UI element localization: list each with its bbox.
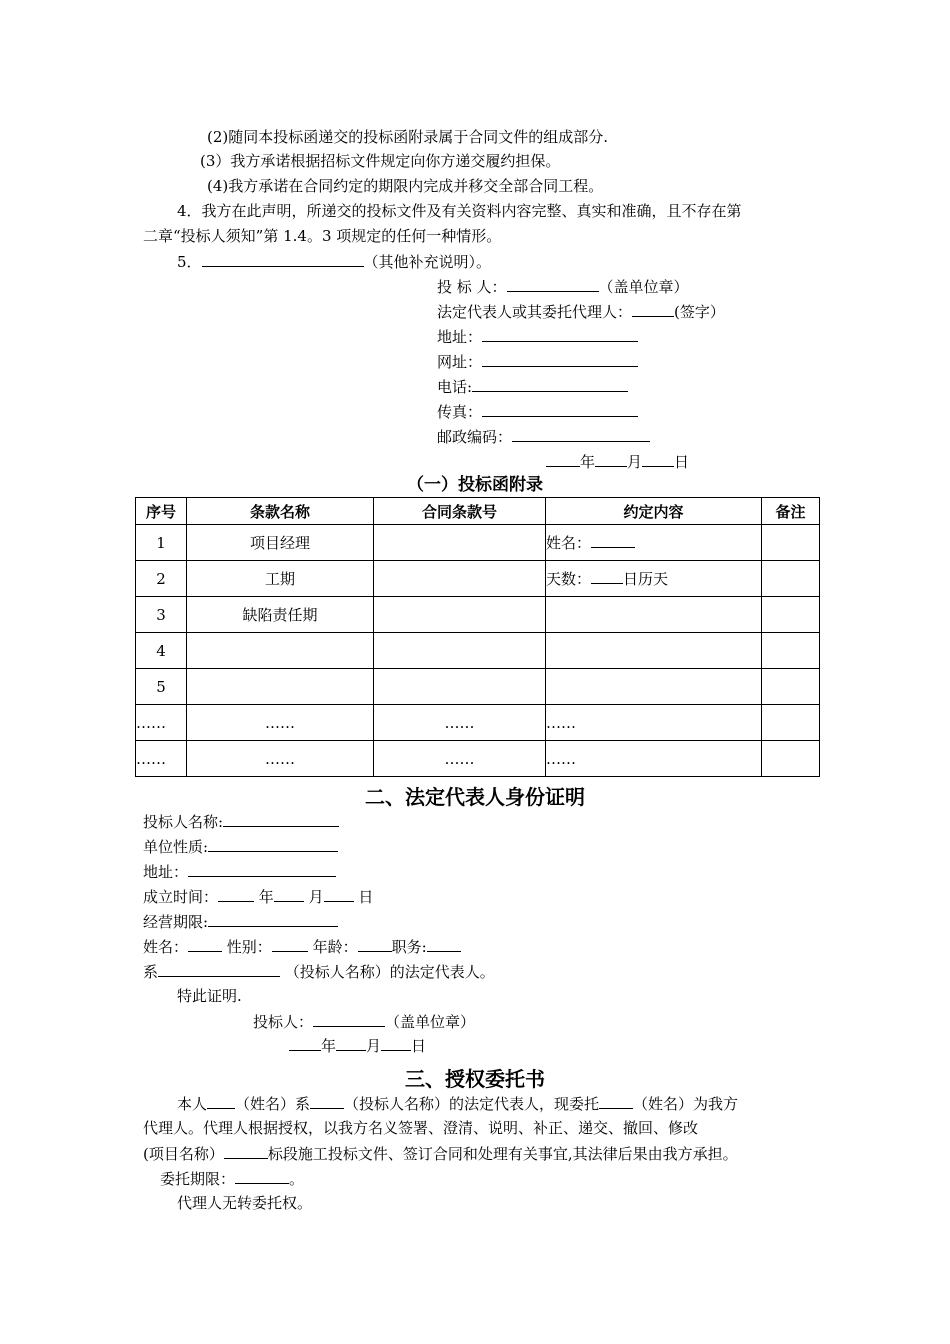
table-row: [136, 525, 820, 561]
auth-term-blank[interactable]: [235, 1168, 289, 1184]
cell-name: 缺陷责任期: [187, 597, 374, 633]
lr-date-day: 日: [411, 1037, 427, 1055]
auth-bidder-name-blank[interactable]: [310, 1093, 344, 1109]
auth-p1-c: （投标人名称）的法定代表人，现委托: [344, 1095, 600, 1113]
lr-age-label: 年龄：: [312, 938, 358, 956]
letter-item-3: (3）我方承诺根据招标文件规定向你方递交履约担保。: [200, 152, 561, 170]
cell-clause[interactable]: [374, 525, 546, 561]
table-row: [136, 597, 820, 633]
auth-section-blank[interactable]: [224, 1143, 268, 1159]
lr-founded-year-blank[interactable]: [218, 886, 254, 902]
cell-clause[interactable]: [374, 633, 546, 669]
header-content: 约定内容: [546, 498, 762, 525]
auth-p1-line3-a: (项目名称）: [143, 1145, 224, 1163]
auth-p1-line3: [143, 1143, 738, 1164]
cell-note[interactable]: [762, 741, 820, 777]
point5-blank[interactable]: [202, 251, 364, 267]
cell-no: 1: [136, 525, 187, 561]
cell-clause: ……: [374, 705, 546, 741]
sig-phone-blank[interactable]: [472, 376, 628, 392]
cell-note[interactable]: [762, 669, 820, 705]
table-row: [136, 561, 820, 597]
lr-unit-nature: [143, 836, 338, 857]
header-note: 备注: [762, 498, 820, 525]
legal-rep-title: 二、法定代表人身份证明: [365, 785, 585, 809]
lr-founded-month-blank[interactable]: [274, 886, 304, 902]
letter-item-4: (4)我方承诺在合同约定的期限内完成并移交全部合同工程。: [207, 177, 604, 195]
auth-term-suffix: 。: [289, 1170, 305, 1188]
sig-website: [437, 351, 638, 372]
lr-gender-blank[interactable]: [272, 936, 308, 952]
cell-note[interactable]: [762, 525, 820, 561]
cell-clause[interactable]: [374, 597, 546, 633]
auth-term-label: 委托期限：: [160, 1170, 236, 1188]
lr-date-year-blank[interactable]: [289, 1035, 321, 1051]
lr-age-blank[interactable]: [358, 936, 392, 952]
lr-is-suffix: （投标人名称）的法定代表人。: [284, 963, 495, 981]
lr-is-prefix: 系: [143, 963, 159, 981]
lr-bidder-name: [143, 811, 339, 832]
lr-founded-day-blank[interactable]: [324, 886, 354, 902]
sig-website-blank[interactable]: [482, 351, 638, 367]
sig-fax: [437, 401, 638, 422]
cell-content[interactable]: [546, 633, 762, 669]
auth-no-sub: 代理人无转委托权。: [177, 1194, 313, 1212]
header-clause-no: 合同条款号: [374, 498, 546, 525]
cell-no: 3: [136, 597, 187, 633]
cell-no: 2: [136, 561, 187, 597]
sig-phone-label: 电话:: [437, 378, 473, 396]
lr-bidder-label: 投标人：: [253, 1013, 314, 1031]
cell-note[interactable]: [762, 597, 820, 633]
table-row: [136, 741, 820, 777]
appendix-title: （一）投标函附录: [407, 475, 543, 495]
content-prefix: 天数：: [546, 570, 592, 588]
lr-term-blank[interactable]: [208, 911, 338, 927]
cell-name: 项目经理: [187, 525, 374, 561]
cell-note[interactable]: [762, 633, 820, 669]
lr-unit-nature-label: 单位性质:: [143, 838, 209, 856]
sig-date-year: 年: [580, 453, 596, 471]
sig-date-month: 月: [627, 453, 643, 471]
lr-address: [143, 861, 336, 882]
cell-clause[interactable]: [374, 669, 546, 705]
sig-date-day: 日: [674, 453, 690, 471]
cell-name: ……: [187, 741, 374, 777]
content-prefix: 姓名：: [546, 534, 592, 552]
lr-name-label: 姓名：: [143, 938, 189, 956]
cell-content[interactable]: [546, 669, 762, 705]
sig-date-month-blank[interactable]: [595, 451, 627, 467]
lr-bidder-stamp: （盖单位章）: [385, 1013, 476, 1031]
lr-name-blank[interactable]: [188, 936, 222, 952]
auth-p1-d: （姓名）为我方: [633, 1095, 739, 1113]
cell-content: ……: [546, 741, 762, 777]
lr-term: [143, 911, 338, 932]
authorization-title: 三、授权委托书: [405, 1067, 545, 1091]
cell-clause: ……: [374, 741, 546, 777]
header-clause-name: 条款名称: [187, 498, 374, 525]
sig-rep: [437, 301, 725, 322]
lr-founded-label: 成立时间：: [143, 888, 219, 906]
letter-point-4-line2: 二章“投标人须知”第 1.4。3 项规定的任何一种情形。: [143, 227, 502, 245]
sig-bidder-suffix: （盖单位章）: [598, 278, 689, 296]
sig-rep-blank[interactable]: [632, 301, 674, 317]
lr-bidder: [253, 1011, 475, 1032]
sig-postcode-label: 邮政编码：: [437, 428, 513, 446]
cell-name[interactable]: [187, 669, 374, 705]
lr-date-month: 月: [366, 1037, 382, 1055]
table-row: [136, 633, 820, 669]
sig-bidder-blank[interactable]: [507, 276, 599, 292]
cell-name: ……: [187, 705, 374, 741]
lr-date: [289, 1035, 426, 1056]
cell-no: 4: [136, 633, 187, 669]
lr-address-blank[interactable]: [188, 861, 336, 877]
lr-founded-month: 月: [308, 888, 324, 906]
appendix-table: [135, 497, 820, 777]
lr-unit-nature-blank[interactable]: [208, 836, 338, 852]
lr-address-label: 地址：: [143, 863, 189, 881]
sig-bidder: [437, 276, 689, 297]
lr-founded-day: 日: [358, 888, 374, 906]
cell-no: ……: [136, 741, 187, 777]
point5-prefix: 5．: [177, 253, 202, 271]
lr-date-month-blank[interactable]: [336, 1035, 366, 1051]
lr-founded: [143, 886, 373, 907]
sig-rep-suffix: (签字）: [674, 303, 725, 321]
header-no: 序号: [136, 498, 187, 525]
auth-term: [160, 1168, 304, 1189]
sig-address: [437, 326, 638, 347]
cell-note[interactable]: [762, 705, 820, 741]
sig-date-year-blank[interactable]: [546, 451, 580, 467]
cell-name[interactable]: [187, 633, 374, 669]
sig-bidder-label: 投 标 人：: [437, 278, 507, 296]
cell-content[interactable]: [546, 561, 762, 597]
auth-p1-b: （姓名）系: [235, 1095, 311, 1113]
lr-position-label: 职务:: [391, 938, 427, 956]
lr-is-blank[interactable]: [158, 961, 280, 977]
sig-website-label: 网址：: [437, 353, 483, 371]
cell-no: ……: [136, 705, 187, 741]
sig-postcode-blank[interactable]: [512, 426, 650, 442]
lr-date-year: 年: [321, 1037, 337, 1055]
content-name-blank[interactable]: [591, 532, 635, 548]
lr-founded-year: 年: [258, 888, 274, 906]
letter-point-4-line1: 4．我方在此声明，所递交的投标文件及有关资料内容完整、真实和准确，且不存在第: [177, 202, 742, 220]
auth-agent-name-blank[interactable]: [599, 1093, 633, 1109]
lr-term-label: 经营期限:: [143, 913, 209, 931]
sig-date-day-blank[interactable]: [642, 451, 674, 467]
cell-content[interactable]: [546, 597, 762, 633]
appendix-header-row: [136, 498, 820, 525]
letter-item-2: (2)随同本投标函递交的投标函附录属于合同文件的组成部分.: [207, 128, 609, 146]
auth-p1-a: 本人: [177, 1095, 208, 1113]
sig-rep-label: 法定代表人或其委托代理人：: [437, 303, 633, 321]
cell-name: 工期: [187, 561, 374, 597]
table-row: [136, 669, 820, 705]
sig-date: [546, 451, 689, 472]
point5-suffix: （其他补充说明）。: [363, 253, 492, 271]
lr-gender-label: 性别：: [226, 938, 272, 956]
lr-bidder-name-blank[interactable]: [223, 811, 339, 827]
cell-content[interactable]: [546, 525, 762, 561]
sig-phone: [437, 376, 628, 397]
content-suffix: 日历天: [623, 570, 669, 588]
sig-fax-label: 传真：: [437, 403, 483, 421]
sig-address-blank[interactable]: [482, 326, 638, 342]
lr-bidder-name-label: 投标人名称:: [143, 813, 224, 831]
auth-p1-line1: [177, 1093, 738, 1114]
table-row: [136, 705, 820, 741]
lr-bidder-blank[interactable]: [313, 1011, 385, 1027]
cell-no: 5: [136, 669, 187, 705]
auth-self-name-blank[interactable]: [207, 1093, 235, 1109]
content-days-blank[interactable]: [591, 568, 623, 584]
cell-content: ……: [546, 705, 762, 741]
sig-address-label: 地址：: [437, 328, 483, 346]
lr-person: [143, 936, 461, 957]
cell-clause[interactable]: [374, 561, 546, 597]
lr-date-day-blank[interactable]: [381, 1035, 411, 1051]
auth-p1-line3-b: 标段施工投标文件、签订合同和处理有关事宜,其法律后果由我方承担。: [267, 1145, 738, 1163]
sig-postcode: [437, 426, 650, 447]
auth-p1-line2: 代理人。代理人根据授权，以我方名义签署、澄清、说明、补正、递交、撤回、修改: [143, 1119, 699, 1137]
cell-note[interactable]: [762, 561, 820, 597]
lr-hereby: 特此证明.: [177, 987, 242, 1005]
sig-fax-blank[interactable]: [482, 401, 638, 417]
lr-is: [143, 961, 495, 982]
lr-position-blank[interactable]: [427, 936, 461, 952]
letter-point-5: [177, 251, 491, 272]
